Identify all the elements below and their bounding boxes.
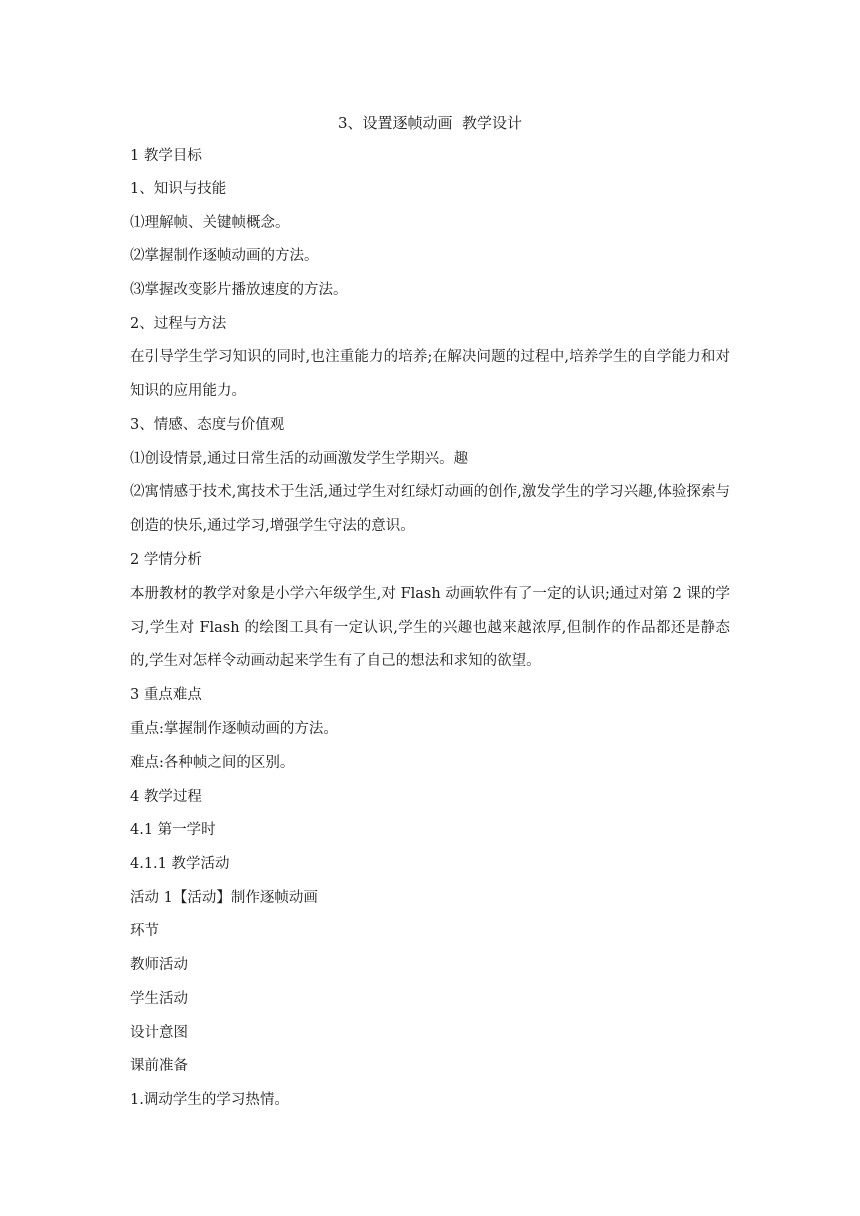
section-heading: 4 教学过程 (130, 789, 202, 805)
body-text: 活动 1【活动】制作逐帧动画 (130, 890, 318, 906)
list-item: ⑵寓情感于技术,寓技术于生活,通过学生对红绿灯动画的创作,激发学生的学习兴趣,体验探索与创造的快乐,通过学习,增强学生守法的意识。 (130, 484, 730, 534)
body-paragraph: 在引导学生学习知识的同时,也注重能力的培养;在解决问题的过程中,培养学生的自学能力和对知识的应用能力。 (130, 349, 730, 399)
list-item: ⑵掌握制作逐帧动画的方法。 (130, 248, 319, 264)
document-title: 3、设置逐帧动画 教学设计 (337, 114, 523, 132)
section-heading: 1 教学目标 (130, 148, 202, 164)
body-text: 重点:掌握制作逐帧动画的方法。 (130, 721, 338, 737)
subsection-heading: 2、过程与方法 (130, 316, 227, 332)
subsection-heading: 3、情感、态度与价值观 (130, 417, 285, 433)
table-cell-text: 课前准备 (130, 1058, 188, 1074)
body-paragraph: 本册教材的教学对象是小学六年级学生,对 Flash 动画软件有了一定的认识;通过对第 2 课的学习,学生对 Flash 的绘图工具有一定认识,学生的兴趣也越来越浓厚,但制作的作品都还是静态的,学生对怎样令动画动起来学生有了自己的想法和求知的欲望。 (130, 586, 730, 669)
list-item: ⑴理解帧、关键帧概念。 (130, 215, 290, 231)
subsection-heading: 4.1 第一学时 (130, 822, 216, 838)
table-cell-text: 环节 (130, 923, 159, 939)
table-cell-text: 教师活动 (130, 957, 188, 973)
subsection-heading: 4.1.1 教学活动 (130, 856, 230, 872)
list-item: ⑶掌握改变影片播放速度的方法。 (130, 282, 348, 298)
subsection-heading: 1、知识与技能 (130, 181, 227, 197)
table-cell-text: 学生活动 (130, 991, 188, 1007)
section-heading: 3 重点难点 (130, 687, 202, 703)
table-cell-text: 1.调动学生的学习热情。 (130, 1092, 289, 1108)
body-text: 难点:各种帧之间的区别。 (130, 755, 295, 771)
list-item: ⑴创设情景,通过日常生活的动画激发学生学期兴。趣 (130, 451, 469, 467)
table-cell-text: 设计意图 (130, 1025, 188, 1041)
section-heading: 2 学情分析 (130, 552, 202, 568)
